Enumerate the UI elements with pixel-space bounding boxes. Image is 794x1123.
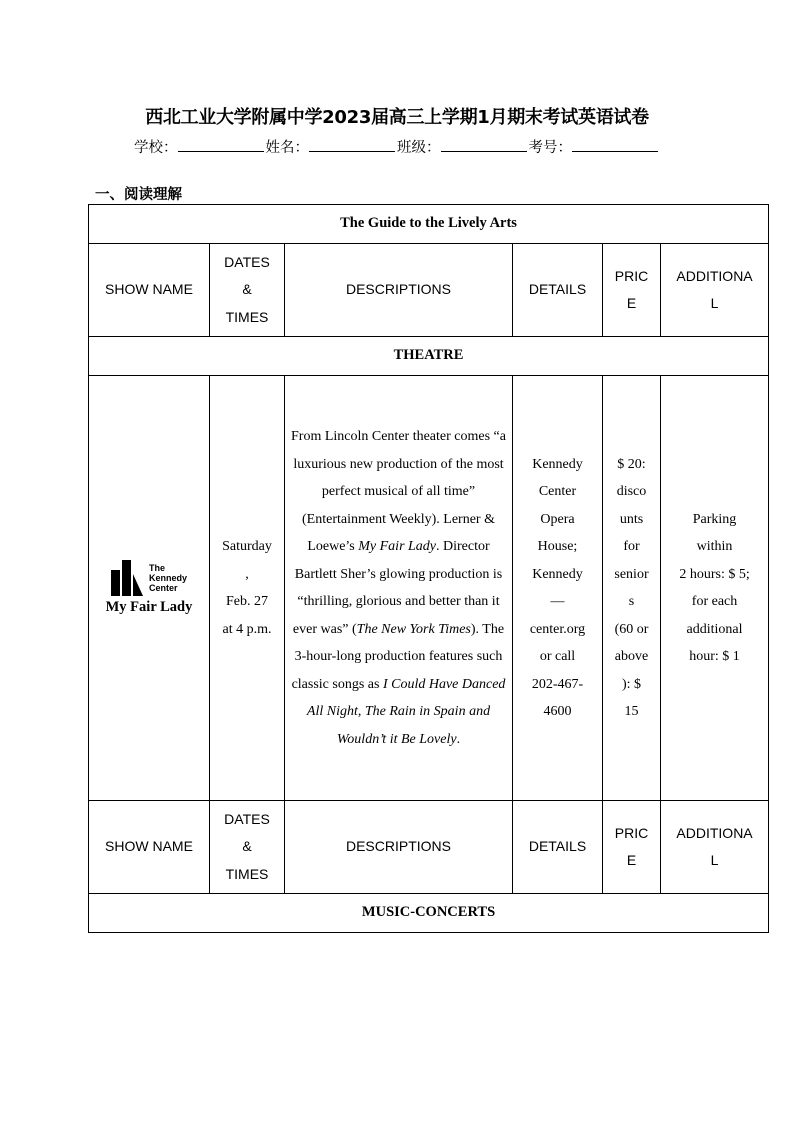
col-header-descriptions: DESCRIPTIONS xyxy=(285,801,513,894)
col-header-details: DETAILS xyxy=(513,244,603,337)
arts-guide-table xyxy=(88,204,769,933)
column-header-row-repeat xyxy=(89,801,769,894)
show-name: My Fair Lady xyxy=(105,598,193,615)
col-header-additional: ADDITIONA L xyxy=(661,244,769,337)
document-title: 西北工业大学附属中学2023届高三上学期1月期末考试英语试卷 xyxy=(145,107,649,128)
exam-number-field[interactable]: 考号： xyxy=(529,136,661,157)
price-cell: $ 20: disco unts for senior s (60 or above ): $ 15 xyxy=(603,376,661,801)
table-title-row xyxy=(89,205,769,244)
col-header-dates: DATES & TIMES xyxy=(210,244,285,337)
col-header-price: PRIC E xyxy=(603,244,661,337)
additional-cell: Parking within 2 hours: $ 5; for each additional hour: $ 1 xyxy=(661,376,769,801)
kennedy-center-icon xyxy=(111,560,143,596)
col-header-additional: ADDITIONA L xyxy=(661,801,769,894)
col-header-details: DETAILS xyxy=(513,801,603,894)
col-header-dates: DATES & TIMES xyxy=(210,801,285,894)
section-heading: 一、阅读理解 xyxy=(95,187,182,203)
school-blank[interactable] xyxy=(178,139,264,152)
section-label-music-concerts: MUSIC-CONCERTS xyxy=(89,894,769,933)
show-name-cell xyxy=(89,376,210,801)
col-header-show-name: SHOW NAME xyxy=(89,801,210,894)
section-row-music-concerts xyxy=(89,894,769,933)
section-row-theatre xyxy=(89,337,769,376)
col-header-price: PRIC E xyxy=(603,801,661,894)
details-cell: Kennedy Center Opera House; Kennedy — center.org or call 202-467- 4600 xyxy=(513,376,603,801)
dates-cell: Saturday , Feb. 27 at 4 p.m. xyxy=(210,376,285,801)
description-cell: From Lincoln Center theater comes “a luxurious new production of the most perfect musical of all time” (Entertainment Weekly). Lerner & Loewe’s My Fair Lady. Director Bartlett Sher’s glowing production is “thrilling, glorious and better than it ever was” (The New York Times). The 3-hour-long production features such classic songs as I Could Have Danced All Night, The Rain in Spain and Wouldn’t it Be Lovely. xyxy=(285,376,513,801)
class-blank[interactable] xyxy=(441,139,527,152)
name-blank[interactable] xyxy=(309,139,395,152)
table-row xyxy=(89,376,769,801)
class-field[interactable]: 班级： xyxy=(397,136,529,157)
col-header-descriptions: DESCRIPTIONS xyxy=(285,244,513,337)
column-header-row xyxy=(89,244,769,337)
name-field[interactable]: 姓名： xyxy=(266,136,398,157)
school-field[interactable]: 学校： xyxy=(134,136,266,157)
section-label-theatre: THEATRE xyxy=(89,337,769,376)
table-title: The Guide to the Lively Arts xyxy=(89,205,769,244)
exam-number-blank[interactable] xyxy=(572,139,658,152)
col-header-show-name: SHOW NAME xyxy=(89,244,210,337)
kennedy-center-logo: The Kennedy Center xyxy=(92,560,206,596)
student-info-line xyxy=(0,136,794,157)
